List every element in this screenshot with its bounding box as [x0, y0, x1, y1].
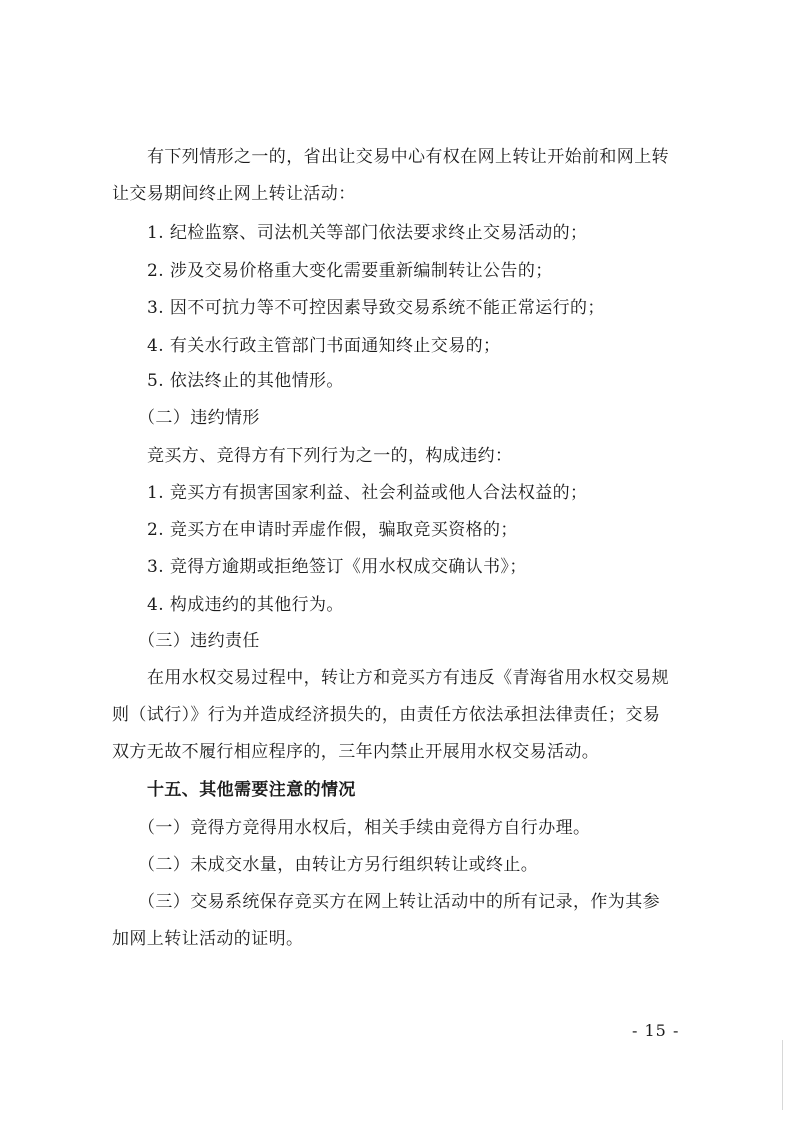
list-item: 4. 构成违约的其他行为。	[147, 595, 344, 615]
paragraph-line: 让交易期间终止网上转让活动：	[112, 184, 356, 204]
section-heading: 十五、其他需要注意的情况	[147, 780, 356, 800]
paragraph-line: 则（试行）》行为并造成经济损失的，由责任方依法承担法律责任；交易	[112, 705, 661, 725]
page-number: - 15 -	[632, 1021, 680, 1040]
list-item: 1. 竞买方有损害国家利益、社会利益或他人合法权益的；	[147, 483, 588, 503]
list-item: 1. 纪检监察、司法机关等部门依法要求终止交易活动的；	[147, 223, 588, 243]
paragraph-line: 在用水权交易过程中，转让方和竞买方有违反《青海省用水权交易规	[147, 668, 669, 688]
paragraph-line: 加网上转让活动的证明。	[112, 929, 304, 949]
paragraph-line: 有下列情形之一的，省出让交易中心有权在网上转让开始前和网上转	[147, 147, 669, 167]
list-item: 4. 有关水行政主管部门书面通知终止交易的；	[147, 336, 501, 356]
paragraph-line: （三）交易系统保存竞买方在网上转让活动中的所有记录，作为其参	[138, 892, 660, 912]
list-item: 3. 因不可抗力等不可控因素导致交易系统不能正常运行的；	[147, 298, 605, 318]
paragraph-line: 双方无故不履行相应程序的，三年内禁止开展用水权交易活动。	[112, 742, 600, 762]
paragraph-line: （一）竞得方竞得用水权后，相关手续由竞得方自行办理。	[138, 818, 591, 838]
list-item: 3. 竞得方逾期或拒绝签订《用水权成交确认书》；	[147, 557, 527, 577]
paragraph-line: 竞买方、竞得方有下列行为之一的，构成违约：	[147, 446, 513, 466]
paragraph-line: （二）未成交水量，由转让方另行组织转让或终止。	[138, 855, 539, 875]
list-item: 2. 竞买方在申请时弄虚作假，骗取竞买资格的；	[147, 520, 518, 540]
scan-edge-divider	[782, 1040, 783, 1110]
subsection-heading: （二）违约情形	[138, 408, 260, 428]
list-item: 5. 依法终止的其他情形。	[147, 371, 344, 391]
subsection-heading: （三）违约责任	[138, 631, 260, 651]
list-item: 2. 涉及交易价格重大变化需要重新编制转让公告的；	[147, 261, 553, 281]
